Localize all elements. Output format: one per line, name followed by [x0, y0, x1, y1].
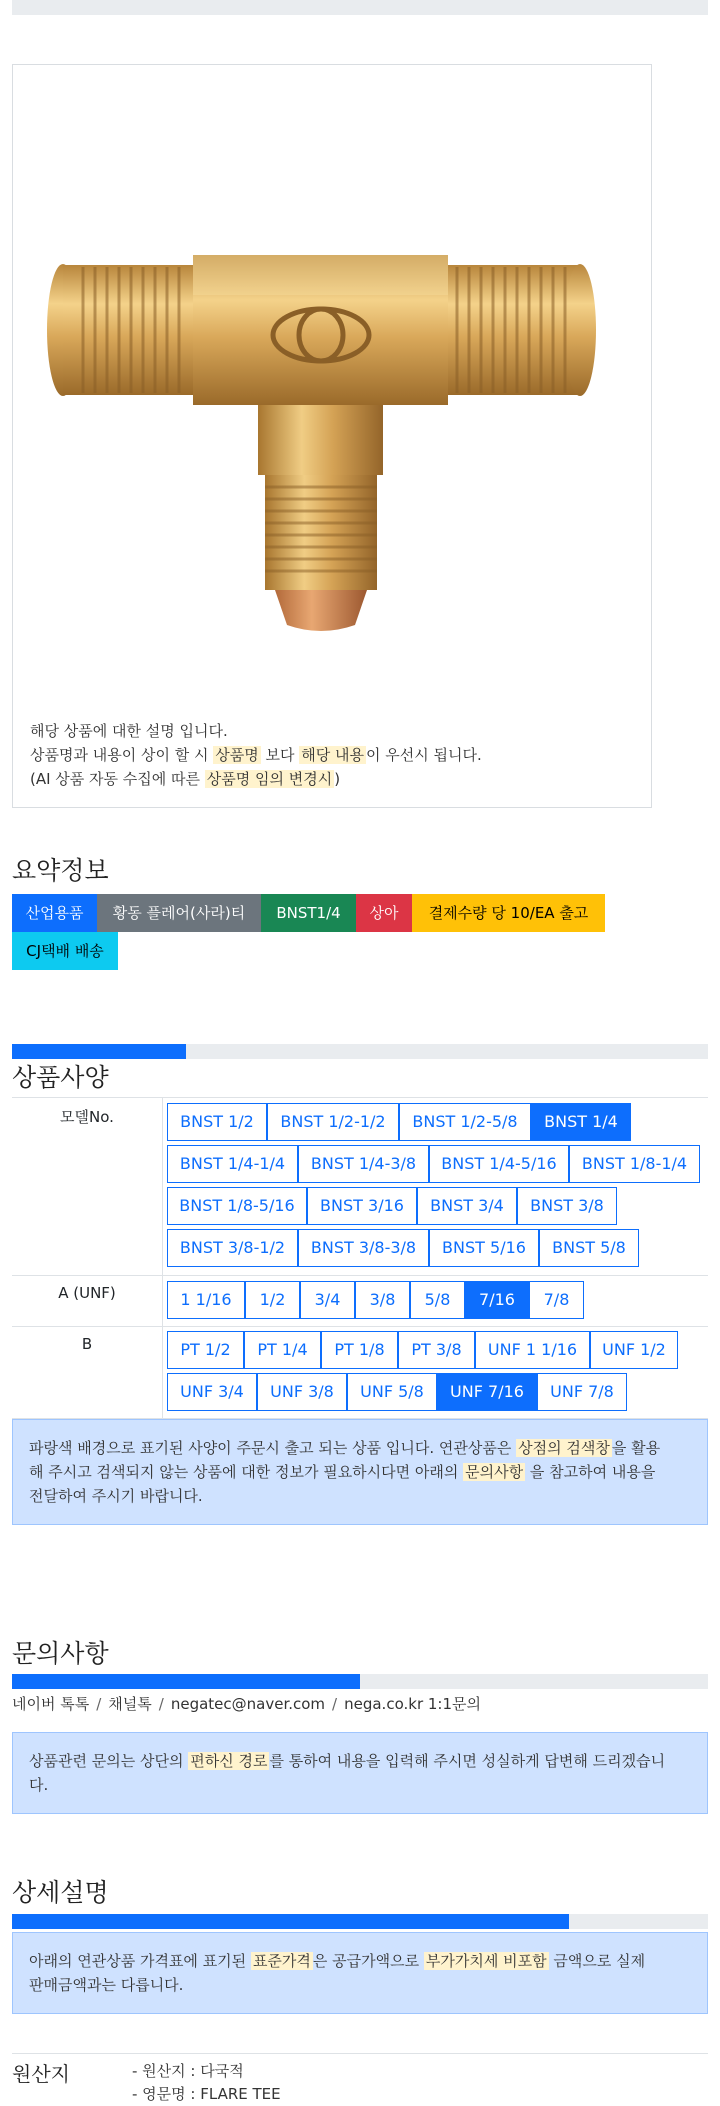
notice-text: 이 우선시 됩니다. — [365, 746, 482, 764]
spec-title: 상품사양 — [12, 1063, 109, 1092]
option-b[interactable]: UNF 5/8 — [347, 1373, 437, 1411]
option-model[interactable]: BNST 1/2-1/2 — [267, 1103, 399, 1141]
detail-progress-fill — [12, 1914, 569, 1929]
notice-highlight: 상품명 — [215, 746, 259, 764]
inquiry-progress-fill — [12, 1674, 360, 1689]
alert-text: 을 참고하여 내용을 — [525, 1463, 656, 1481]
notice-highlight: 상품명 임의 변경시 — [206, 770, 333, 788]
alert-text: 은 공급가액으로 — [312, 1952, 424, 1970]
notice-text: (AI 상품 자동 수집에 따른 — [30, 770, 205, 788]
product-image — [33, 125, 623, 665]
badge-quantity: 결제수량 당 10/EA 출고 — [412, 894, 605, 932]
option-b-selected[interactable]: UNF 7/16 — [437, 1373, 537, 1411]
spec-row-b — [12, 1327, 708, 1419]
option-model[interactable]: BNST 3/8-3/8 — [298, 1229, 429, 1267]
contact-separator: / — [96, 1695, 102, 1713]
badge-product-type: 황동 플레어(사라)티 — [97, 894, 261, 932]
alert-text: 아래의 연관상품 가격표에 표기된 — [29, 1952, 251, 1970]
contact-separator: / — [158, 1695, 164, 1713]
detail-alert — [12, 1932, 708, 2014]
contact-separator: / — [332, 1695, 338, 1713]
option-model[interactable]: BNST 3/4 — [417, 1187, 517, 1225]
alert-text: 다. — [29, 1776, 49, 1794]
product-notice — [30, 719, 482, 791]
product-card — [12, 64, 652, 808]
alert-highlight: 편하신 경로 — [190, 1752, 268, 1770]
alert-highlight: 상점의 검색창 — [518, 1439, 610, 1457]
contact-channeltalk[interactable]: 채널톡 — [108, 1695, 152, 1713]
option-model[interactable]: BNST 3/16 — [307, 1187, 417, 1225]
option-a[interactable]: 1 1/16 — [167, 1281, 245, 1319]
spec-progress — [12, 1044, 708, 1059]
option-b[interactable]: PT 1/8 — [321, 1331, 398, 1369]
notice-highlight: 해당 내용 — [301, 746, 364, 764]
detail-progress — [12, 1914, 708, 1929]
spec-label: 모델No. — [60, 1108, 114, 1126]
alert-highlight: 문의사항 — [465, 1463, 524, 1481]
alert-text: 를 통하여 내용을 입력해 주시면 성실하게 답변해 드리겠습니 — [269, 1752, 666, 1770]
option-a[interactable]: 1/2 — [245, 1281, 300, 1319]
alert-text: 상품관련 문의는 상단의 — [29, 1752, 189, 1770]
alert-text: 금액으로 실제 — [548, 1952, 646, 1970]
notice-text: 상품명과 내용이 상이 할 시 — [30, 746, 214, 764]
option-model[interactable]: BNST 1/8-1/4 — [569, 1145, 700, 1183]
summary-title: 요약정보 — [12, 856, 109, 885]
option-model[interactable]: BNST 3/8-1/2 — [167, 1229, 298, 1267]
option-model-selected[interactable]: BNST 1/4 — [531, 1103, 631, 1141]
option-a[interactable]: 3/8 — [355, 1281, 410, 1319]
origin-country: - 원산지 : 다국적 — [132, 2062, 244, 2080]
origin-label: 원산지 — [12, 2062, 70, 2086]
contact-site-inquiry[interactable]: nega.co.kr 1:1문의 — [344, 1695, 481, 1713]
option-b[interactable]: PT 1/4 — [244, 1331, 321, 1369]
inquiry-alert — [12, 1732, 708, 1814]
option-model[interactable]: BNST 5/8 — [539, 1229, 639, 1267]
option-b[interactable]: UNF 3/8 — [257, 1373, 347, 1411]
spec-progress-fill — [12, 1044, 186, 1059]
option-model[interactable]: BNST 5/16 — [429, 1229, 539, 1267]
option-a-selected[interactable]: 7/16 — [465, 1281, 529, 1319]
alert-text: 해 주시고 검색되지 않는 상품에 대한 정보가 필요하시다면 아래의 — [29, 1463, 464, 1481]
badge-model: BNST1/4 — [261, 894, 356, 932]
origin-section — [12, 2053, 708, 2103]
alert-text: 전달하여 주시기 바랍니다. — [29, 1487, 203, 1505]
option-b[interactable]: PT 1/2 — [167, 1331, 244, 1369]
option-b[interactable]: UNF 7/8 — [537, 1373, 627, 1411]
badge-brand: 상아 — [356, 894, 412, 932]
option-a[interactable]: 7/8 — [529, 1281, 584, 1319]
inquiry-progress — [12, 1674, 708, 1689]
option-model[interactable]: BNST 1/4-1/4 — [167, 1145, 298, 1183]
spec-label: A (UNF) — [58, 1284, 116, 1302]
inquiry-title: 문의사항 — [12, 1639, 109, 1668]
spec-table — [12, 1097, 708, 1419]
option-model[interactable]: BNST 1/2-5/8 — [399, 1103, 531, 1141]
option-a[interactable]: 5/8 — [410, 1281, 465, 1319]
alert-text: 을 활용 — [611, 1439, 661, 1457]
top-bar — [12, 0, 708, 15]
contact-naver-talktalk[interactable]: 네이버 톡톡 — [12, 1695, 90, 1713]
option-b[interactable]: UNF 3/4 — [167, 1373, 257, 1411]
notice-text: ) — [334, 770, 341, 788]
notice-text: 보다 — [260, 746, 300, 764]
detail-title: 상세설명 — [12, 1878, 109, 1907]
contact-links — [12, 1693, 481, 1714]
origin-english-name: - 영문명 : FLARE TEE — [132, 2085, 281, 2103]
spec-row-a-unf — [12, 1276, 708, 1327]
origin-details — [132, 2060, 281, 2106]
alert-highlight: 부가가치세 비포함 — [425, 1952, 547, 1970]
option-b[interactable]: UNF 1 1/16 — [475, 1331, 590, 1369]
option-model[interactable]: BNST 1/4-5/16 — [429, 1145, 569, 1183]
spec-label: B — [81, 1335, 93, 1353]
option-b[interactable]: PT 3/8 — [398, 1331, 475, 1369]
badge-category: 산업용품 — [12, 894, 97, 932]
option-model[interactable]: BNST 1/2 — [167, 1103, 267, 1141]
spec-row-model — [12, 1098, 708, 1276]
option-b[interactable]: UNF 1/2 — [590, 1331, 678, 1369]
notice-line-2 — [30, 743, 482, 767]
alert-text: 파랑색 배경으로 표기된 사양이 주문시 출고 되는 상품 입니다. 연관상품은 — [29, 1439, 517, 1457]
spec-notice-alert — [12, 1419, 708, 1525]
alert-highlight: 표준가격 — [252, 1952, 311, 1970]
notice-line-1 — [30, 719, 482, 743]
option-model[interactable]: BNST 3/8 — [517, 1187, 617, 1225]
option-a[interactable]: 3/4 — [300, 1281, 355, 1319]
option-model[interactable]: BNST 1/4-3/8 — [298, 1145, 429, 1183]
notice-text: 해당 상품에 대한 설명 입니다. — [30, 722, 228, 740]
option-model[interactable]: BNST 1/8-5/16 — [167, 1187, 307, 1225]
alert-text: 판매금액과는 다릅니다. — [29, 1976, 184, 1994]
contact-email[interactable]: negatec@naver.com — [170, 1695, 326, 1713]
notice-line-3 — [30, 767, 482, 791]
badge-shipping: CJ택배 배송 — [12, 932, 118, 970]
